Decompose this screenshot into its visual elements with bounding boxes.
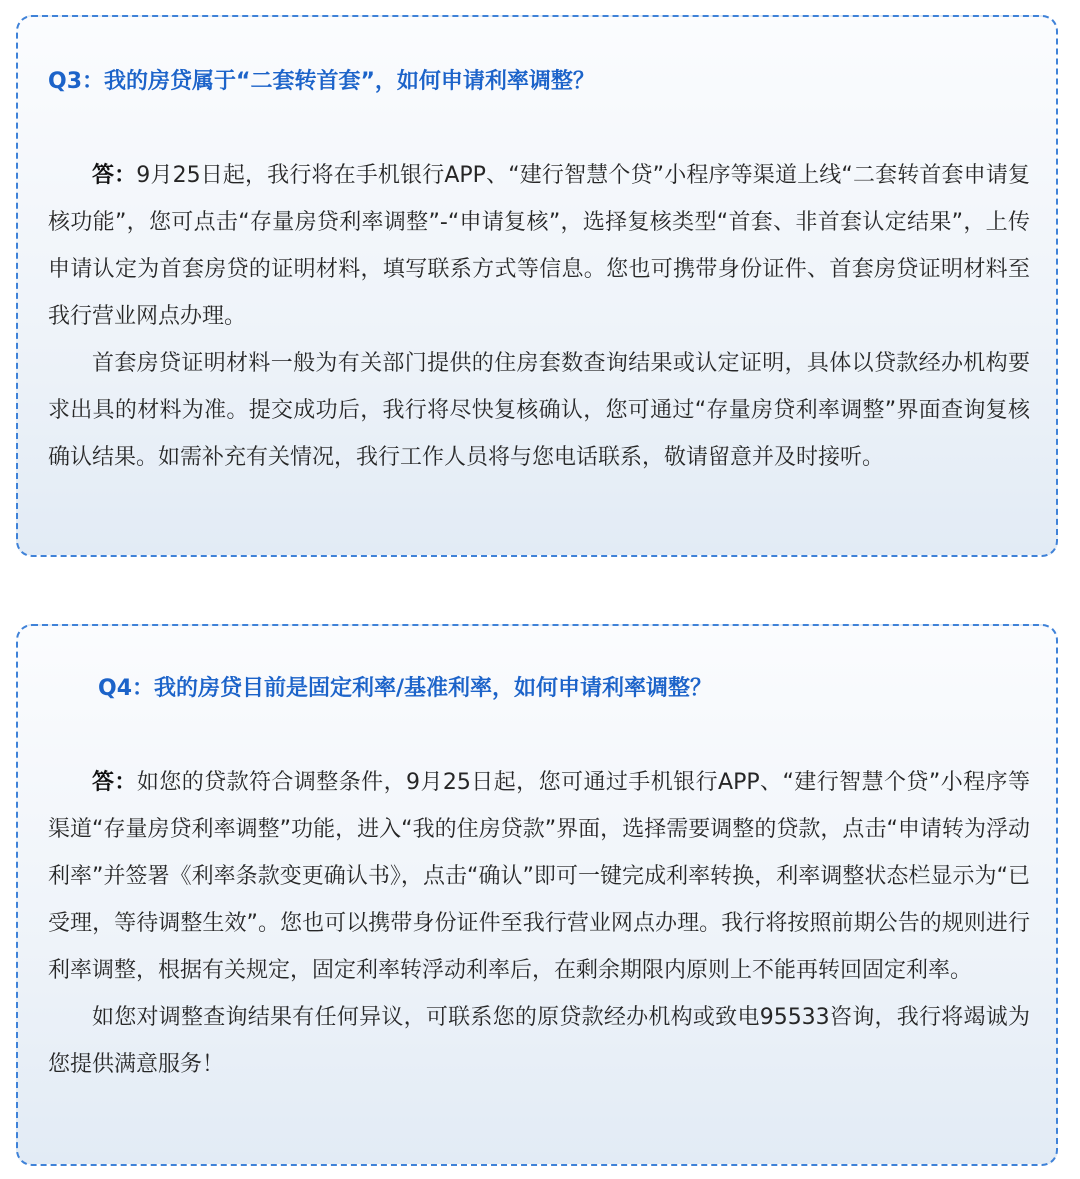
answer-label: 答： bbox=[92, 770, 137, 795]
answer-text: 9月25日起，我行将在手机银行APP、“建行智慧个贷”小程序等渠道上线“二套转首套申请复核功能”，您可点击“存量房贷利率调整”-“申请复核”，选择复核类型“首套、非首套认定结果”，上传申请认定为首套房贷的证明材料，填写联系方式等信息。您也可携带身份证件、首套房贷证明材料至我行营业网点办理。 bbox=[48, 163, 1030, 329]
answer-block-q4 bbox=[48, 759, 1030, 1088]
answer-text: 如您的贷款符合调整条件，9月25日起，您可通过手机银行APP、“建行智慧个贷”小程序等渠道“存量房贷利率调整”功能，进入“我的住房贷款”界面，选择需要调整的贷款，点击“申请转为浮动利率”并签署《利率条款变更确认书》，点击“确认”即可一键完成利率转换，利率调整状态栏显示为“已受理，等待调整生效”。您也可以携带身份证件至我行营业网点办理。我行将按照前期公告的规则进行利率调整，根据有关规定，固定利率转浮动利率后，在剩余期限内原则上不能再转回固定利率。 bbox=[48, 770, 1030, 983]
question-title-q3: Q3：我的房贷属于“二套转首套”，如何申请利率调整？ bbox=[48, 69, 595, 94]
answer-paragraph bbox=[48, 152, 1030, 340]
answer-block-q3 bbox=[48, 152, 1030, 481]
faq-card-q4 bbox=[16, 624, 1058, 1166]
answer-paragraph: 首套房贷证明材料一般为有关部门提供的住房套数查询结果或认定证明，具体以贷款经办机构要求出具的材料为准。提交成功后，我行将尽快复核确认，您可通过“存量房贷利率调整”界面查询复核确认结果。如需补充有关情况，我行工作人员将与您电话联系，敬请留意并及时接听。 bbox=[48, 351, 1030, 470]
answer-label: 答： bbox=[92, 163, 137, 188]
question-title-q4: Q4：我的房贷目前是固定利率/基准利率，如何申请利率调整？ bbox=[98, 676, 713, 701]
answer-paragraph: 如您对调整查询结果有任何异议，可联系您的原贷款经办机构或致电95533咨询，我行将竭诚为您提供满意服务！ bbox=[48, 1005, 1030, 1077]
answer-paragraph bbox=[48, 759, 1030, 994]
faq-card-q3 bbox=[16, 15, 1058, 557]
